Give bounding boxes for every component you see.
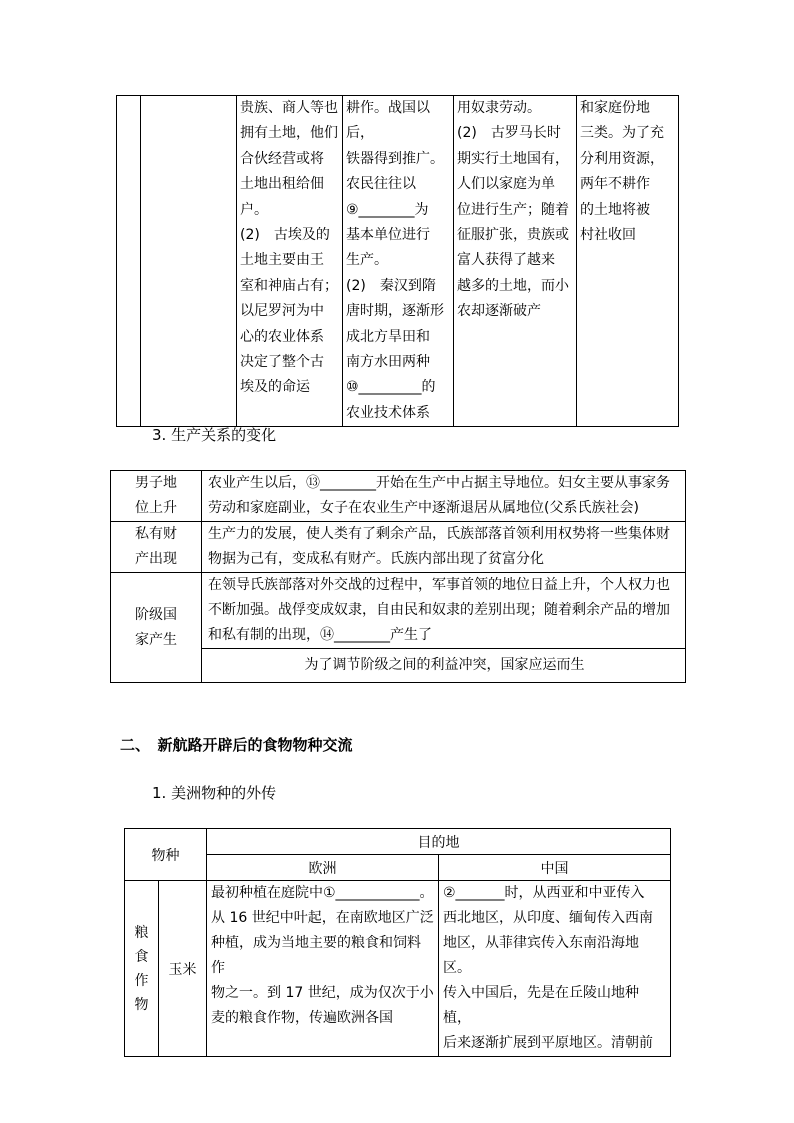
- row-label: 男子地 位上升: [111, 471, 202, 522]
- row-text: 生产力的发展，使人类有了剩余产品，氏族部落首领利用权势将一些集体财 物据为己有，变成私有财产。氏族内部出现了贫富分化: [202, 522, 686, 573]
- continued-table: [116, 95, 679, 427]
- header-china: 中国: [439, 855, 671, 881]
- table-row: [125, 881, 671, 1057]
- china-text: ②_______时，从西亚和中亚传入 西北地区，从印度、缅甸传入西南 地区，从菲律宾传入东南沿海地区。 传入中国后，先是在丘陵山地种植， 后来逐渐扩展到平原地区。清朝前: [439, 881, 671, 1057]
- europe-text: 最初种植在庭院中①____________。 从 16 世纪中叶起，在南欧地区广泛 种植，成为当地主要的粮食和饲料作 物之一。到 17 世纪，成为仅次于小 麦的粮食作物，传遍欧洲各国: [207, 881, 439, 1057]
- species-table: [124, 828, 671, 1057]
- table-cell: [577, 96, 679, 427]
- cell-text: 耕作。战国以后， 铁器得到推广。 农民往往以 ⑨________为 基本单位进行 生产。 (2) 秦汉到隋 唐时期，逐渐形 成北方旱田和 南方水田两种 ⑩_________的 农业技术体系: [346, 100, 444, 421]
- sub-heading: 1. 美洲物种的外传: [152, 784, 277, 802]
- header-destination: 目的地: [207, 829, 671, 855]
- header-species: 物种: [125, 829, 207, 881]
- section-heading-bold: 二、 新航路开辟后的食物物种交流: [120, 736, 353, 754]
- table-row: [111, 471, 686, 522]
- table-cell: [343, 96, 454, 427]
- table-cell: [117, 96, 141, 427]
- table-cell: [454, 96, 577, 427]
- row-text: 在领导氏族部落对外交战的过程中，军事首领的地位日益上升，个人权力也 不断加强。战俘变成奴隶，自由民和奴隶的差别出现；随着剩余产品的增加 和私有制的出现，⑭________产生了: [202, 573, 686, 649]
- section-heading: 3. 生产关系的变化: [152, 426, 277, 444]
- relations-table: [110, 470, 686, 683]
- cell-text: 和家庭份地 三类。为了充 分利用资源， 两年不耕作 的土地将被 村社收回: [580, 100, 664, 244]
- table-row: [111, 522, 686, 573]
- header-europe: 欧洲: [207, 855, 439, 881]
- table-cell: [237, 96, 343, 427]
- crop-cell: 玉米: [159, 881, 207, 1057]
- table-cell: [141, 96, 237, 427]
- row-text: 农业产生以后，⑬________开始在生产中占据主导地位。妇女主要从事家务 劳动和家庭副业，女子在农业生产中逐渐退居从属地位(父系氏族社会): [202, 471, 686, 522]
- table-row: [111, 573, 686, 649]
- category-cell: 粮 食 作 物: [125, 881, 159, 1057]
- cell-text: 用奴隶劳动。 (2) 古罗马长时 期实行土地国有， 人们以家庭为单 位进行生产；随着 征服扩张，贵族或 富人获得了越来 越多的土地，而小 农却逐渐破产: [457, 100, 569, 320]
- row-label: 私有财 产出现: [111, 522, 202, 573]
- row-label: 阶级国 家产生: [111, 573, 202, 683]
- cell-text: 贵族、商人等也 拥有土地，他们 合伙经营或将 土地出租给佃 户。 (2) 古埃及的 土地主要由王 室和神庙占有； 以尼罗河为中 心的农业体系 决定了整个古 埃及的命运: [240, 100, 338, 396]
- row-text-centered: 为了调节阶级之间的利益冲突，国家应运而生: [202, 649, 686, 683]
